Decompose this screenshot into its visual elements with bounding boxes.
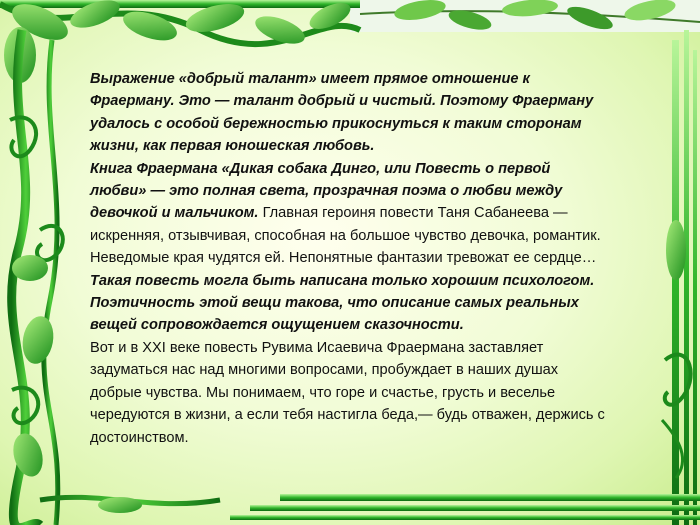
paragraph-3: Такая повесть могла быть написана только хорошим психологом. (90, 272, 595, 289)
paragraph-1: Выражение «добрый талант» имеет прямое отношение к Фраерману. Это — талант добрый и чистый. Поэтому Фраерману удалось с особой бережностью прикоснуться к таким сторонам жизни, как первая юношеская любовь. (90, 71, 594, 155)
slide-text (90, 68, 610, 449)
paragraph-2-emphasis: Книга Фраермана «Дикая собака Динго, или Повесть о первой любви» — это полная света, прозрачная поэма о любви между девочкой и мальчиком. (90, 160, 563, 222)
paragraph-4: Поэтичность этой вещи такова, что описание самых реальных вещей сопровождается ощущением сказочности. (90, 295, 579, 334)
paragraph-2-regular: Главная героиня повести Таня Сабанеева — искренняя, отзывчивая, способная на большое чувство девочка, романтик. Неведомые края чудятся ей. Непонятные фантазии тревожат ее сердце… (90, 205, 601, 267)
bottom-bars (40, 494, 700, 520)
top-leaves-photo (350, 0, 700, 34)
right-bars (662, 30, 697, 525)
paragraph-5: Вот и в XXI веке повесть Рувима Исаевича Фраермана заставляет задуматься нас над многими вопросами, пробуждает в наших душах добрые чувства. Мы понимаем, что горе и счастье, грусть и веселье чередуются в жизни, а если тебя настигла беда,— будь отважен, держись с достоинством. (90, 339, 605, 446)
left-vine (9, 30, 63, 525)
